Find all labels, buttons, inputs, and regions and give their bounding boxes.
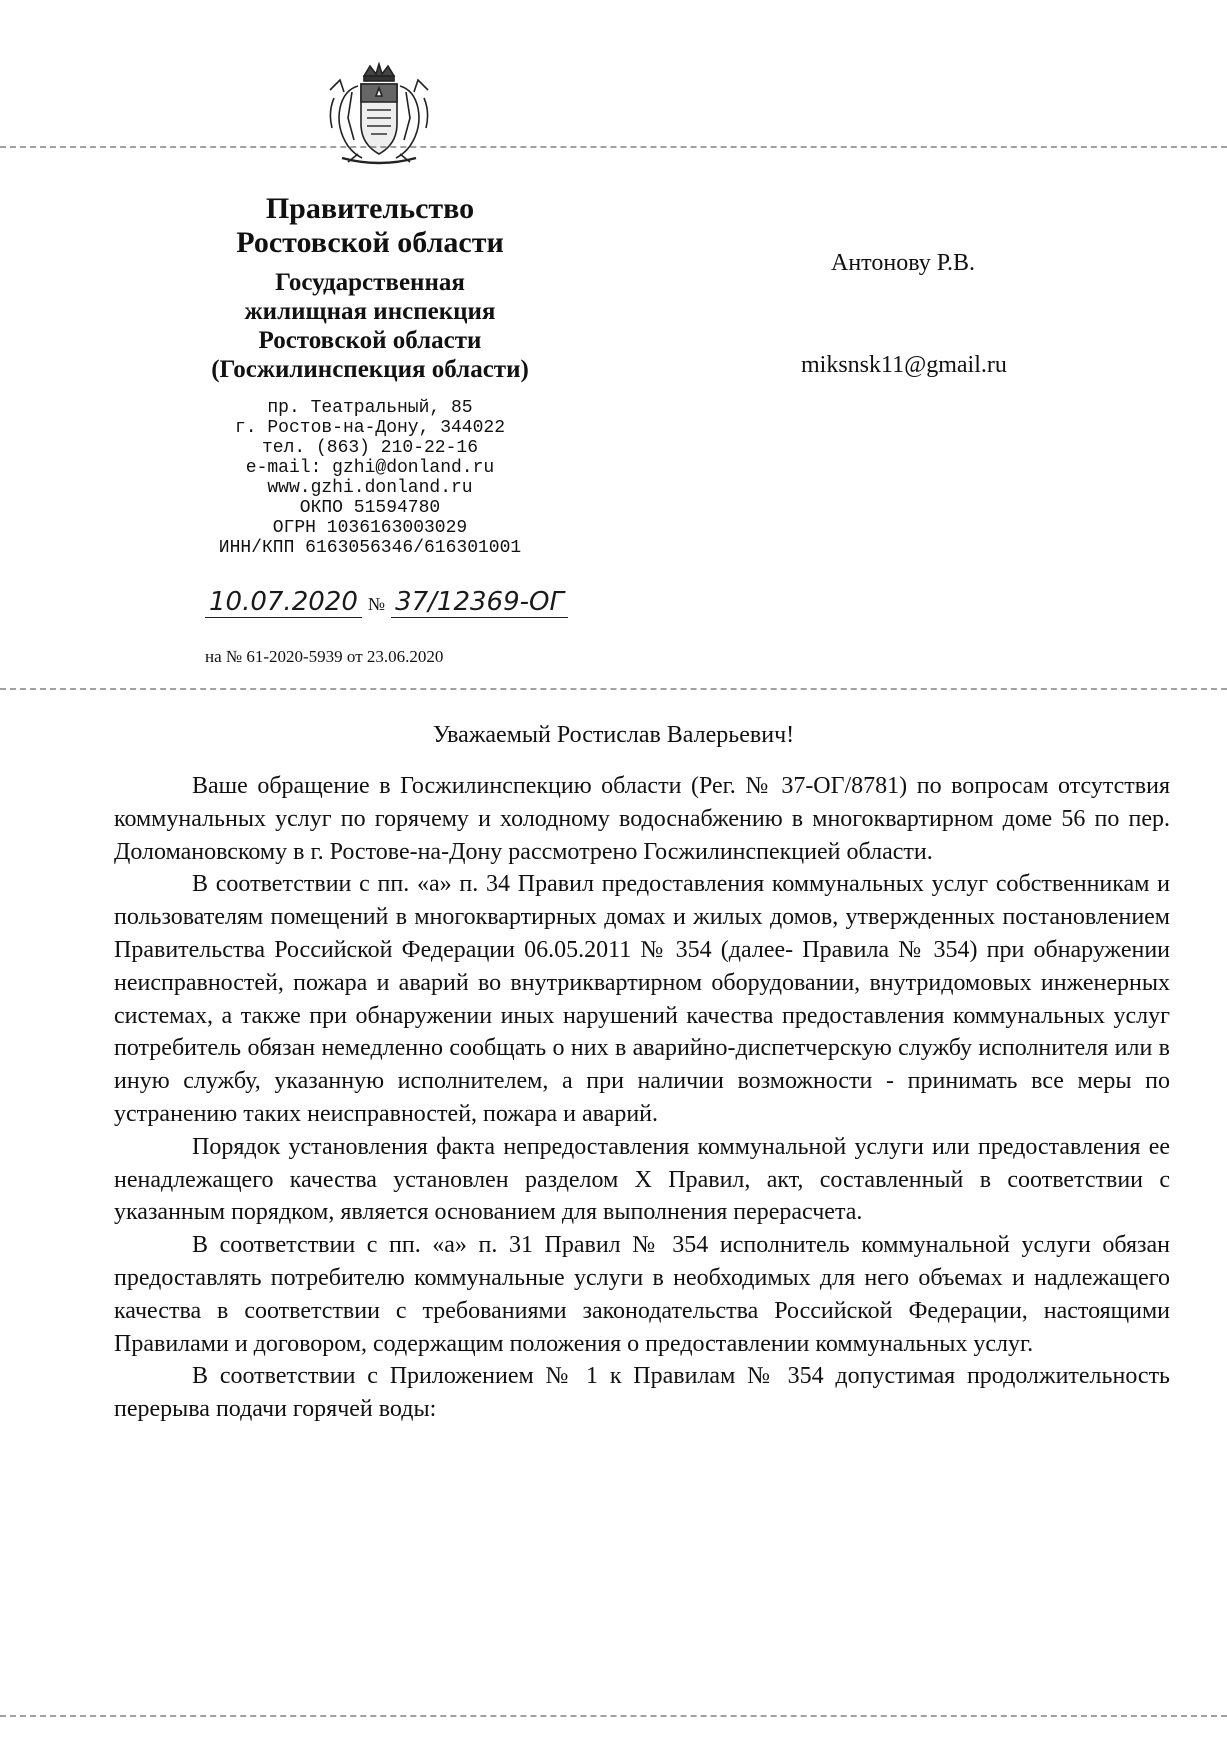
phone: тел. (863) 210-22-16 xyxy=(261,438,479,458)
address-line: пр. Театральный, 85 xyxy=(267,398,473,418)
body-paragraph: Порядок установления факта непредоставления коммунальной услуги или предоставления ее ненадлежащего качества установлен разделом X Правил, акт, составленный в соответствии с указанным порядком, является основанием для выполнения перерасчета. xyxy=(114,1133,1170,1226)
inspection-title-line: жилищная инспекция xyxy=(244,298,496,325)
inspection-title-line: (Госжилинспекция области) xyxy=(211,356,529,383)
body-paragraph: В соответствии с пп. «а» п. 34 Правил предоставления коммунальных услуг собственникам и пользователям помещений в многоквартирных домах и жилых домов, утвержденных постановлением Правительства Российской Федерации 06.05.2011 № 354 (далее- Правила № 354) при обнаружении неисправностей, пожара и аварий во внутриквартирном оборудовании, внутридомовых инженерных системах, а также при обнаружении иных нарушений качества предоставления коммунальных услуг потребитель обязан немедленно сообщать о них в аварийно-диспетчерскую службу исполнителя или в иную службу, указанную исполнителем, а при наличии возможности - принимать все меры по устранению таких неисправностей, пожара и аварий. xyxy=(114,871,1170,1127)
government-title xyxy=(170,192,570,260)
gov-title-line: Правительство xyxy=(265,192,475,225)
inn-kpp: ИНН/КПП 6163056346/616301001 xyxy=(218,538,522,558)
scan-line-middle xyxy=(0,688,1227,690)
reply-reference: на № 61-2020-5939 от 23.06.2020 xyxy=(205,647,444,666)
letterhead xyxy=(170,192,570,558)
coat-of-arms-icon xyxy=(318,62,440,170)
okpo: ОКПО 51594780 xyxy=(299,498,441,518)
recipient-email: miksnsk11@gmail.ru xyxy=(801,352,1007,378)
body-paragraph: В соответствии с пп. «а» п. 31 Правил № 354 исполнитель коммунальной услуги обязан предоставлять потребителю коммунальные услуги в необходимых для него объемах и надлежащего качества в соответствии с требованиями законодательства Российской Федерации, настоящими Правилами и договором, содержащим положения о предоставлении коммунальных услуг. xyxy=(114,1232,1170,1357)
body-paragraph: В соответствии с Приложением № 1 к Правилам № 354 допустимая продолжительность перерыва подачи горячей воды: xyxy=(114,1363,1170,1423)
inspection-title xyxy=(170,268,570,384)
registration-number: 37/12369-ОГ xyxy=(391,587,568,618)
contacts-block xyxy=(170,398,570,558)
email: e-mail: gzhi@donland.ru xyxy=(245,458,495,478)
registration-line xyxy=(205,586,568,618)
scan-line-bottom xyxy=(0,1715,1227,1717)
salutation: Уважаемый Ростислав Валерьевич! xyxy=(432,722,795,748)
body-paragraph: Ваше обращение в Госжилинспекцию области (Рег. № 37-ОГ/8781) по вопросам отсутствия коммунальных услуг по горячему и холодному водоснабжению в многоквартирном доме 56 по пер. Доломановскому в г. Ростове-на-Дону рассмотрено Госжилинспекцией области. xyxy=(114,773,1170,865)
inspection-title-line: Ростовской области xyxy=(258,327,482,354)
scan-line-top xyxy=(0,146,1227,148)
ogrn: ОГРН 1036163003029 xyxy=(272,518,468,538)
number-sign: № xyxy=(367,594,386,614)
letter-body xyxy=(114,770,1170,1426)
address-line: г. Ростов-на-Дону, 344022 xyxy=(234,418,506,438)
registration-date: 10.07.2020 xyxy=(205,587,362,618)
recipient-name: Антонову Р.В. xyxy=(831,250,976,276)
website: www.gzhi.donland.ru xyxy=(267,478,473,498)
gov-title-line: Ростовской области xyxy=(236,226,504,259)
inspection-title-line: Государственная xyxy=(275,269,465,296)
